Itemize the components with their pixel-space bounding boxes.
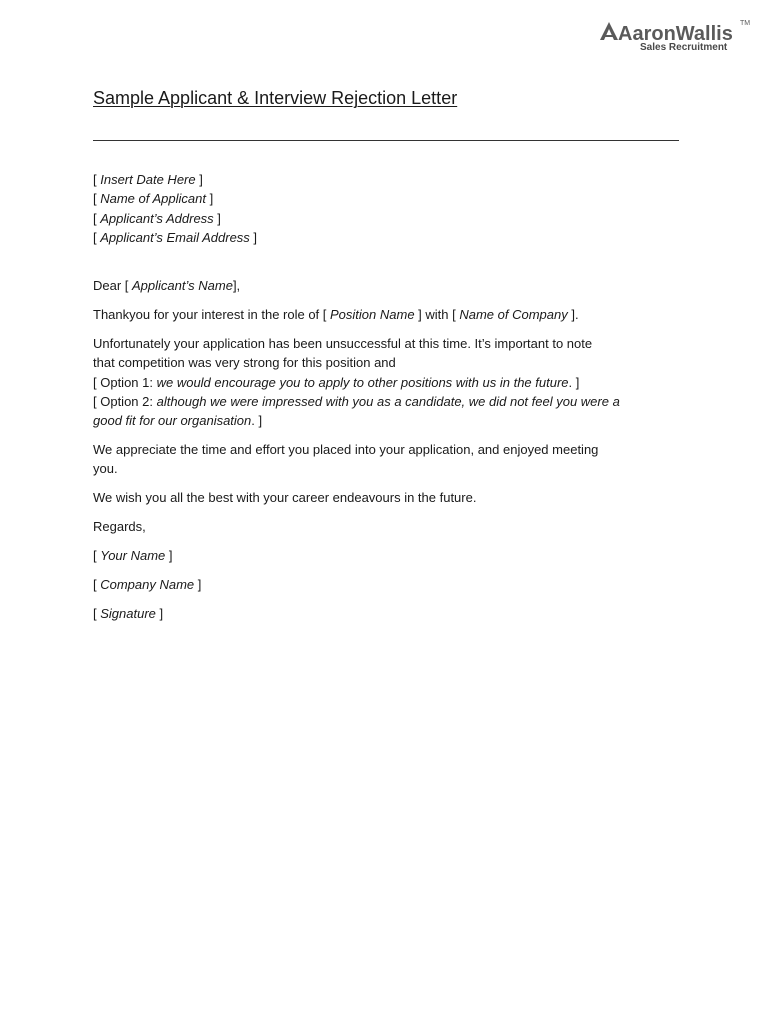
greeting-name-placeholder: Applicant’s Name (132, 278, 233, 294)
applicant-name-placeholder: Name of Applicant (100, 191, 206, 207)
option-1-text: we would encourage you to apply to other positions with us in the future (156, 374, 569, 390)
date-placeholder: Insert Date Here (100, 172, 196, 187)
signature-line: [ Signature ] (93, 605, 164, 621)
applicant-email-placeholder: Applicant’s Email Address (100, 229, 250, 245)
option-1-suffix: . ] (568, 374, 580, 390)
applicant-address-placeholder: Applicant’s Address (100, 210, 214, 226)
greeting-suffix: ], (232, 278, 241, 294)
closing: Regards, (93, 519, 146, 535)
outcome-line-1: Unfortunately your application has been unsuccessful at this time. It’s important to note (93, 335, 593, 351)
appreciation-line-1: We appreciate the time and effort you placed into your application, and enjoyed meeting (93, 442, 599, 458)
applicant-name-line: [ Name of Applicant ] (93, 191, 214, 207)
greeting (93, 276, 693, 295)
option-1-line (93, 373, 693, 392)
signature-placeholder: Signature (100, 605, 156, 621)
outcome-line-2: that competition was very strong for this position and (93, 355, 396, 371)
option-1-prefix: [ Option 1: (93, 374, 157, 390)
letter-body (93, 170, 693, 633)
wishes-paragraph: We wish you all the best with your career endeavours in the future. (93, 490, 477, 506)
greeting-prefix: Dear [ (93, 278, 133, 294)
outcome-paragraph (93, 334, 693, 430)
logo-sub-text: Sales Recruitment (640, 42, 728, 53)
applicant-email-line: [ Applicant’s Email Address ] (93, 229, 258, 245)
option-2-prefix: [ Option 2: (93, 393, 157, 409)
your-name-placeholder: Your Name (100, 548, 166, 564)
document-title: Sample Applicant & Interview Rejection Letter (93, 88, 458, 108)
company-placeholder: Name of Company (459, 307, 568, 323)
logo-tm-mark: TM (740, 20, 751, 27)
option-2-suffix: . ] (251, 413, 263, 429)
company-name-line: [ Company Name ] (93, 576, 202, 592)
recipient-block (93, 170, 693, 247)
logo-graphic (598, 16, 758, 56)
position-placeholder: Position Name (330, 307, 415, 323)
thanks-text-2: ] with [ (414, 307, 460, 323)
option-2-text-2: good fit for our organisation (93, 413, 252, 429)
logo-brand-text: AaronWallis (618, 23, 733, 45)
thanks-text-3: ]. (567, 307, 579, 323)
option-2-line (93, 392, 693, 411)
option-2-line-2 (93, 411, 693, 430)
applicant-address-line: [ Applicant’s Address ] (93, 210, 221, 226)
title-divider (93, 140, 679, 141)
date-line: [ Insert Date Here ] (93, 172, 203, 187)
appreciation-line-2: you. (93, 461, 118, 477)
company-name-placeholder: Company Name (100, 576, 195, 592)
thanks-paragraph (93, 305, 693, 324)
your-name-line: [ Your Name ] (93, 548, 173, 564)
thanks-text-1: Thankyou for your interest in the role of [ (93, 307, 331, 323)
aaronwallis-logo (598, 16, 758, 56)
appreciation-paragraph (93, 440, 693, 479)
option-2-text-1: although we were impressed with you as a candidate, we did not feel you were a (156, 393, 620, 409)
